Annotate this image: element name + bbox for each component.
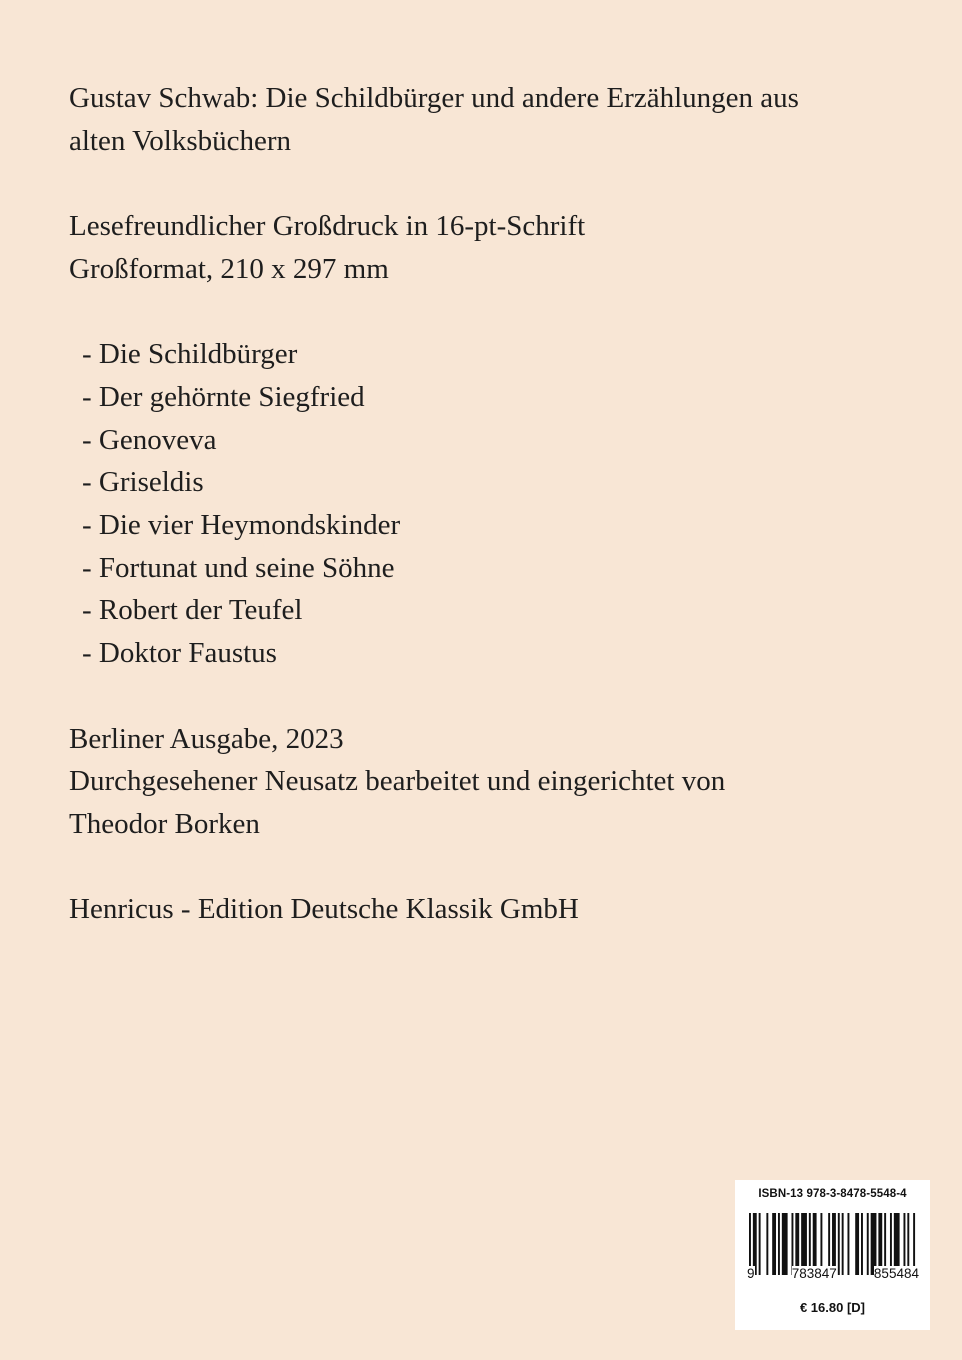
barcode-digits bbox=[747, 1266, 919, 1281]
edition-line-2: Durchgesehener Neusatz bearbeitet und eingerichtet von bbox=[69, 765, 726, 798]
back-cover-text bbox=[69, 77, 919, 931]
barcode-digits-left: 783847 bbox=[791, 1266, 837, 1281]
contents-list bbox=[69, 333, 919, 675]
list-item: - Doktor Faustus bbox=[82, 637, 277, 670]
list-item: - Griseldis bbox=[82, 466, 204, 499]
list-item: - Der gehörnte Siegfried bbox=[82, 380, 365, 413]
list-item: - Genoveva bbox=[82, 423, 217, 456]
book-title-line-1: Gustav Schwab: Die Schildbürger und andere Erzählungen aus bbox=[69, 82, 799, 114]
barcode-digits-right: 855484 bbox=[873, 1266, 919, 1281]
price-label: € 16.80 [D] bbox=[799, 1300, 866, 1315]
list-item: - Fortunat und seine Söhne bbox=[82, 551, 395, 584]
format-line-1: Lesefreundlicher Großdruck in 16-pt-Schrift bbox=[69, 210, 586, 243]
barcode-label bbox=[735, 1180, 930, 1330]
edition-line-3: Theodor Borken bbox=[69, 807, 260, 840]
barcode-digit-first: 9 bbox=[747, 1266, 755, 1281]
list-item: - Die Schildbürger bbox=[82, 338, 298, 371]
isbn-number: ISBN-13 978-3-8478-5548-4 bbox=[758, 1188, 907, 1200]
publisher: Henricus - Edition Deutsche Klassik GmbH bbox=[69, 893, 579, 926]
list-item: - Die vier Heymondskinder bbox=[82, 509, 401, 541]
edition-line-1: Berliner Ausgabe, 2023 bbox=[69, 722, 344, 755]
book-title-line-2: alten Volksbüchern bbox=[69, 124, 292, 157]
list-item: - Robert der Teufel bbox=[82, 594, 303, 627]
format-line-2: Großformat, 210 x 297 mm bbox=[69, 252, 389, 285]
